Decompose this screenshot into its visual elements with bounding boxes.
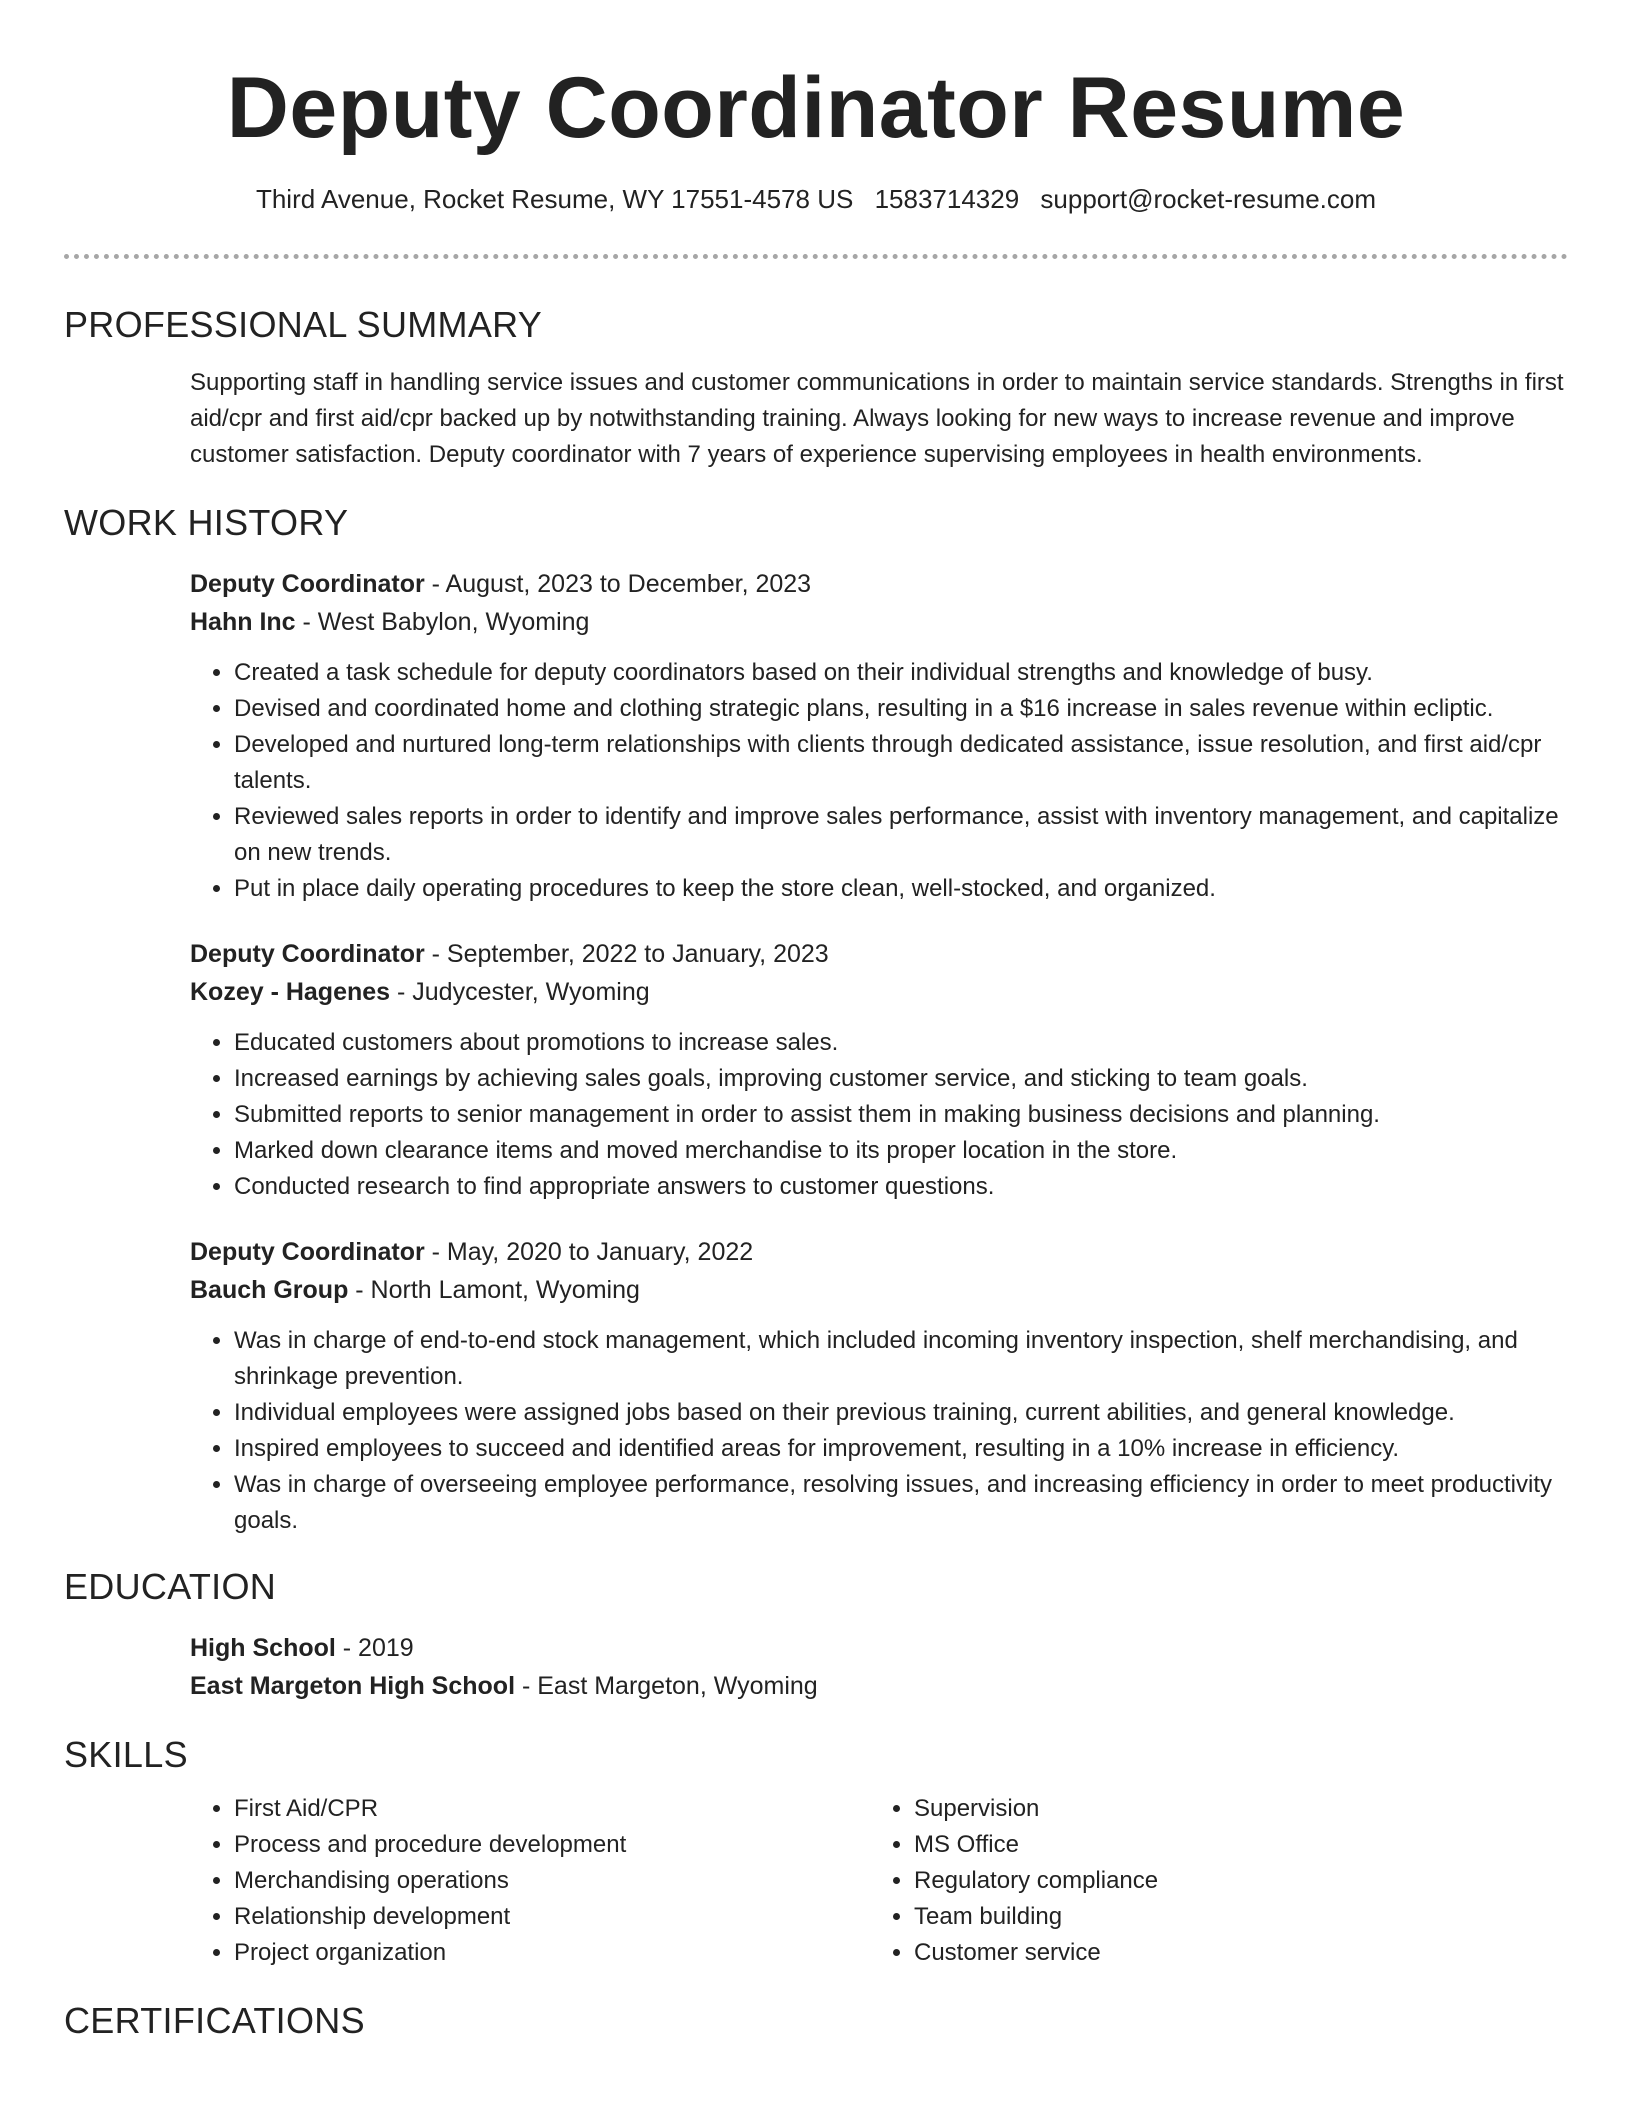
job-company-line (190, 603, 1568, 641)
section-title-certifications: CERTIFICATIONS (64, 2000, 365, 2041)
contact-address: Third Avenue, Rocket Resume, WY 17551-4578 US (255, 184, 854, 214)
list-item: • Developed and nurtured long-term relationships with clients through dedicated assistance, issue resolution, and first aid/cpr talents. (234, 727, 1568, 799)
list-item: • Supervision (914, 1791, 1550, 1827)
section-title-summary: PROFESSIONAL SUMMARY (64, 304, 543, 345)
job-bullets (190, 1323, 1568, 1539)
list-item: • Devised and coordinated home and clothing strategic plans, resulting in a $16 increase in sales revenue within ecliptic. (234, 691, 1568, 727)
job-location: - West Babylon, Wyoming (295, 608, 590, 636)
list-item: • Process and procedure development (234, 1827, 870, 1863)
summary-text: Supporting staff in handling service issues and customer communications in order to maintain service standards. Strengths in first aid/cpr and first aid/cpr backed up by notwithstanding training. Always looking for new ways to increase revenue and improve customer satisfaction. Deputy coordinator with 7 years of experience supervising employees in health environments. (190, 369, 1564, 468)
education-entry (190, 1629, 1568, 1705)
list-item: • Merchandising operations (234, 1863, 870, 1899)
education-school-line (190, 1667, 1568, 1705)
job-role: Deputy Coordinator (190, 1238, 425, 1266)
list-item: • Was in charge of end-to-end stock management, which included incoming inventory inspection, shelf merchandising, and shrinkage prevention. (234, 1323, 1568, 1395)
job-role-line (190, 1233, 1568, 1271)
job-bullets (190, 655, 1568, 907)
job-company: Bauch Group (190, 1276, 349, 1304)
section-title-skills: SKILLS (64, 1734, 188, 1775)
job-company: Kozey - Hagenes (190, 978, 391, 1006)
section-title-education: EDUCATION (64, 1566, 277, 1607)
section-title-work-history: WORK HISTORY (64, 502, 349, 543)
job-location: - Judycester, Wyoming (390, 978, 650, 1006)
resume-page (64, 0, 1568, 2043)
job-entry (190, 565, 1568, 907)
header-divider (64, 254, 1568, 259)
list-item: • Put in place daily operating procedures to keep the store clean, well-stocked, and organized. (234, 871, 1568, 907)
education-degree: High School (190, 1634, 336, 1662)
list-item: • Relationship development (234, 1899, 870, 1935)
job-role: Deputy Coordinator (190, 940, 425, 968)
resume-title: Deputy Coordinator Resume (226, 60, 1406, 156)
job-company-line (190, 973, 1568, 1011)
education-year: - 2019 (335, 1634, 414, 1662)
skills-column-left (190, 1791, 870, 1971)
list-item: • Conducted research to find appropriate answers to customer questions. (234, 1169, 1568, 1205)
job-role-line (190, 935, 1568, 973)
list-item: • Increased earnings by achieving sales goals, improving customer service, and sticking to team goals. (234, 1061, 1568, 1097)
list-item: • Project organization (234, 1935, 870, 1971)
job-role-line (190, 565, 1568, 603)
list-item: • Individual employees were assigned jobs based on their previous training, current abilities, and general knowledge. (234, 1395, 1568, 1431)
contact-phone: 1583714329 (874, 184, 1020, 214)
list-item: • Team building (914, 1899, 1550, 1935)
education-location: - East Margeton, Wyoming (515, 1672, 818, 1700)
list-item: • Reviewed sales reports in order to identify and improve sales performance, assist with inventory management, and capitalize on new trends. (234, 799, 1568, 871)
list-item: • Regulatory compliance (914, 1863, 1550, 1899)
list-item: • MS Office (914, 1827, 1550, 1863)
job-company-line (190, 1271, 1568, 1309)
skills-column-right (870, 1791, 1550, 1971)
education-school: East Margeton High School (190, 1672, 516, 1700)
job-entry (190, 935, 1568, 1205)
list-item: • Inspired employees to succeed and identified areas for improvement, resulting in a 10% increase in efficiency. (234, 1431, 1568, 1467)
job-bullets (190, 1025, 1568, 1205)
job-dates: - May, 2020 to January, 2022 (424, 1238, 754, 1266)
contact-email: support@rocket-resume.com (1040, 184, 1377, 214)
job-company: Hahn Inc (190, 608, 296, 636)
list-item: • Created a task schedule for deputy coordinators based on their individual strengths and knowledge of busy. (234, 655, 1568, 691)
education-degree-line (190, 1629, 1568, 1667)
list-item: • Customer service (914, 1935, 1550, 1971)
list-item: • Was in charge of overseeing employee performance, resolving issues, and increasing efficiency in order to meet productivity goals. (234, 1467, 1568, 1539)
list-item: • Educated customers about promotions to increase sales. (234, 1025, 1568, 1061)
job-role: Deputy Coordinator (190, 570, 425, 598)
list-item: • First Aid/CPR (234, 1791, 870, 1827)
job-dates: - August, 2023 to December, 2023 (424, 570, 812, 598)
job-dates: - September, 2022 to January, 2023 (424, 940, 829, 968)
job-location: - North Lamont, Wyoming (348, 1276, 640, 1304)
skills-grid (190, 1791, 1568, 1971)
job-entry (190, 1233, 1568, 1539)
list-item: • Marked down clearance items and moved merchandise to its proper location in the store. (234, 1133, 1568, 1169)
contact-line (64, 182, 1568, 216)
list-item: • Submitted reports to senior management in order to assist them in making business decisions and planning. (234, 1097, 1568, 1133)
